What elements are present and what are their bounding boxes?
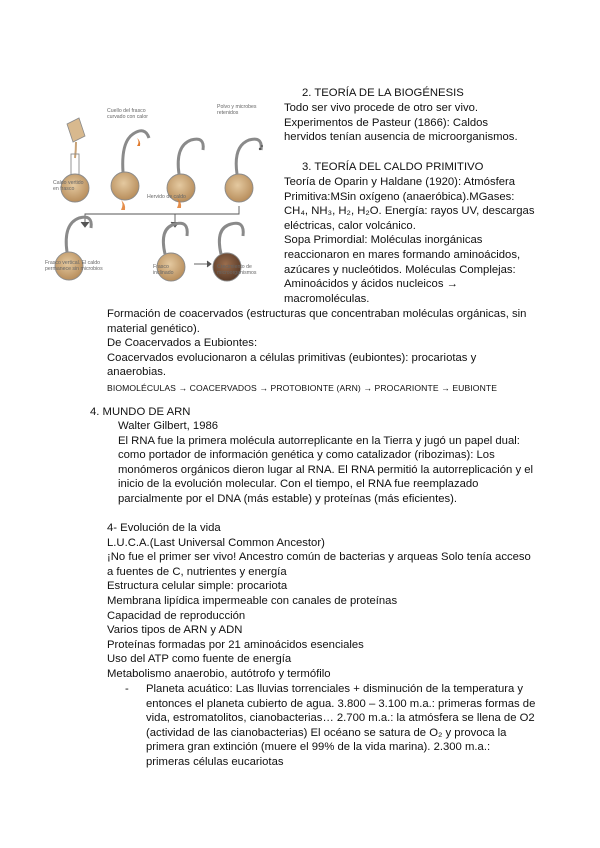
section-4-line: monómeros orgánicos dieron lugar al RNA. El RNA permitió la autorreplicación y el — [118, 463, 534, 476]
coacervados-line: anaerobias. — [107, 366, 167, 379]
evolution-line: Estructura celular simple: procariota — [107, 580, 288, 593]
pasteur-experiment-figure — [45, 102, 285, 292]
figure-label-cuello: Cuello del frasco curvado con calor — [107, 108, 148, 120]
section-4-line: Walter Gilbert, 1986 — [118, 420, 219, 432]
evolution-line: L.U.C.A.(Last Universal Common Ancestor) — [107, 536, 325, 549]
section-2-body — [284, 101, 518, 145]
section-4-line: como portador de información genética y como catalizador (ribozimas): Los — [118, 449, 495, 462]
section-2-line: hervidos tenían ausencia de microorganismos. — [284, 131, 518, 144]
figure-label-caldo-vertido: Caldo vertido en frasco — [53, 180, 84, 192]
flask-1 — [61, 154, 89, 202]
section-4-line: parcialmente por el DNA (más estable) y proteínas (más eficientes). — [118, 492, 458, 505]
flask-2 — [111, 131, 149, 210]
section-3-line: Sopa Primordial: Moléculas inorgánicas — [284, 234, 483, 247]
planeta-acuatico-bullet — [146, 682, 535, 770]
figure-label-frasco-inclinado: Frasco inclinado — [153, 264, 174, 276]
section-3-line: Teoría de Oparin y Haldane (1920): Atmósfera — [284, 176, 516, 188]
section-3-line: Primitiva:MSin oxígeno (anaeróbica).MGases: — [284, 190, 515, 203]
coacervados-line: Formación de coacervados (estructuras que concentraban moléculas orgánicas, sin — [107, 308, 527, 320]
section-3-line: eléctricas, calor volcánico. — [284, 219, 416, 232]
evolution-heading: 4- Evolución de la vida — [107, 522, 221, 534]
section-3-line: Aminoácidos y ácidos nucleicos → — [284, 278, 458, 291]
evolution-section — [107, 521, 531, 682]
coacervados-line: material genético). — [107, 322, 200, 335]
section-2-line: Todo ser vivo procede de otro ser vivo. — [284, 102, 479, 114]
evolution-line: Metabolismo anaerobio, autótrofo y termófilo — [107, 667, 331, 680]
figure-label-frasco-vertical: Frasco vertical. El caldo permanece sin microbios — [45, 260, 103, 272]
evolution-line: Capacidad de reproducción — [107, 609, 246, 622]
figure-label-hervido: Hervido de caldo — [147, 194, 186, 200]
bullet-line: primeras células eucariotas — [146, 755, 284, 768]
figure-label-polvo: Polvo y microbes retenidos — [217, 104, 257, 116]
section-3-line: reaccionaron en mares formando aminoácidos, — [284, 248, 521, 261]
bullet-line: vida, estromatolitos, cianobacterias… 2.700 m.a.: la atmósfera se llena de O2 — [146, 712, 535, 725]
bullet-dash: - — [125, 683, 129, 695]
evolution-line: ¡No fue el primer ser vivo! Ancestro común de bacterias y arqueas Solo tenía acceso — [107, 551, 531, 564]
section-3-line: macromoléculas. — [284, 292, 370, 305]
flask-4 — [225, 139, 263, 202]
bullet-line: primera gran extinción (muere el 99% de la vida marina). 2.300 m.a.: — [146, 741, 491, 754]
evolution-line: Varios tipos de ARN y ADN — [107, 624, 243, 637]
section-4-body — [118, 419, 533, 507]
coacervados-line: Coacervados evolucionaron a células primitivas (eubiontes): procariotas y — [107, 351, 477, 364]
evolution-line: Membrana lipídica impermeable con canales de proteínas — [107, 594, 398, 607]
evolution-line: Uso del ATP como fuente de energía — [107, 653, 292, 666]
coacervados-block — [107, 307, 526, 396]
bullet-line: Planeta acuático: Las lluvias torrenciales + disminución de la temperatura y — [146, 683, 524, 695]
section-2-line: Experimentos de Pasteur (1866): Caldos — [284, 116, 489, 129]
section-3-body — [284, 175, 535, 306]
section-4-heading: 4. MUNDO DE ARN — [90, 406, 191, 418]
section-3-line: CH₄, NH₃, H₂, H₂O. Energía: rayos UV, descargas — [284, 205, 535, 218]
evolution-line: a fuentes de C, nutrientes y energía — [107, 565, 287, 578]
figure-label-crecimiento: Crecimiento de microorganismos — [217, 264, 257, 276]
section-3-heading: 3. TEORÍA DEL CALDO PRIMITIVO — [302, 161, 484, 173]
section-2-heading: 2. TEORÍA DE LA BIOGÉNESIS — [302, 87, 464, 99]
section-4-line: El RNA fue la primera molécula autorreplicante en la Tierra y jugó un papel dual: — [118, 434, 520, 447]
section-4-line: inicio de la evolución molecular. Con el tiempo, el RNA fue reemplazado — [118, 478, 479, 491]
bullet-line: entonces el planeta cubierto de agua. 3.800 – 3.100 m.a.: primeras formas de — [146, 697, 536, 710]
evolution-line: Proteínas formadas por 21 aminoácidos esenciales — [107, 638, 364, 651]
pouring-beaker — [67, 118, 85, 158]
coacervados-line: De Coacervados a Eubiontes: — [107, 337, 258, 350]
evolution-chain: BIOMOLÉCULAS → COACERVADOS → PROTOBIONTE (ARN) → PROCARIONTE → EUBIONTE — [107, 382, 498, 393]
section-3-line: azúcares y nucleótidos. Moléculas Complejas: — [284, 263, 516, 276]
bullet-line: (actividad de las cianobacterias) El océano se satura de O₂ y provoca la — [146, 726, 507, 739]
